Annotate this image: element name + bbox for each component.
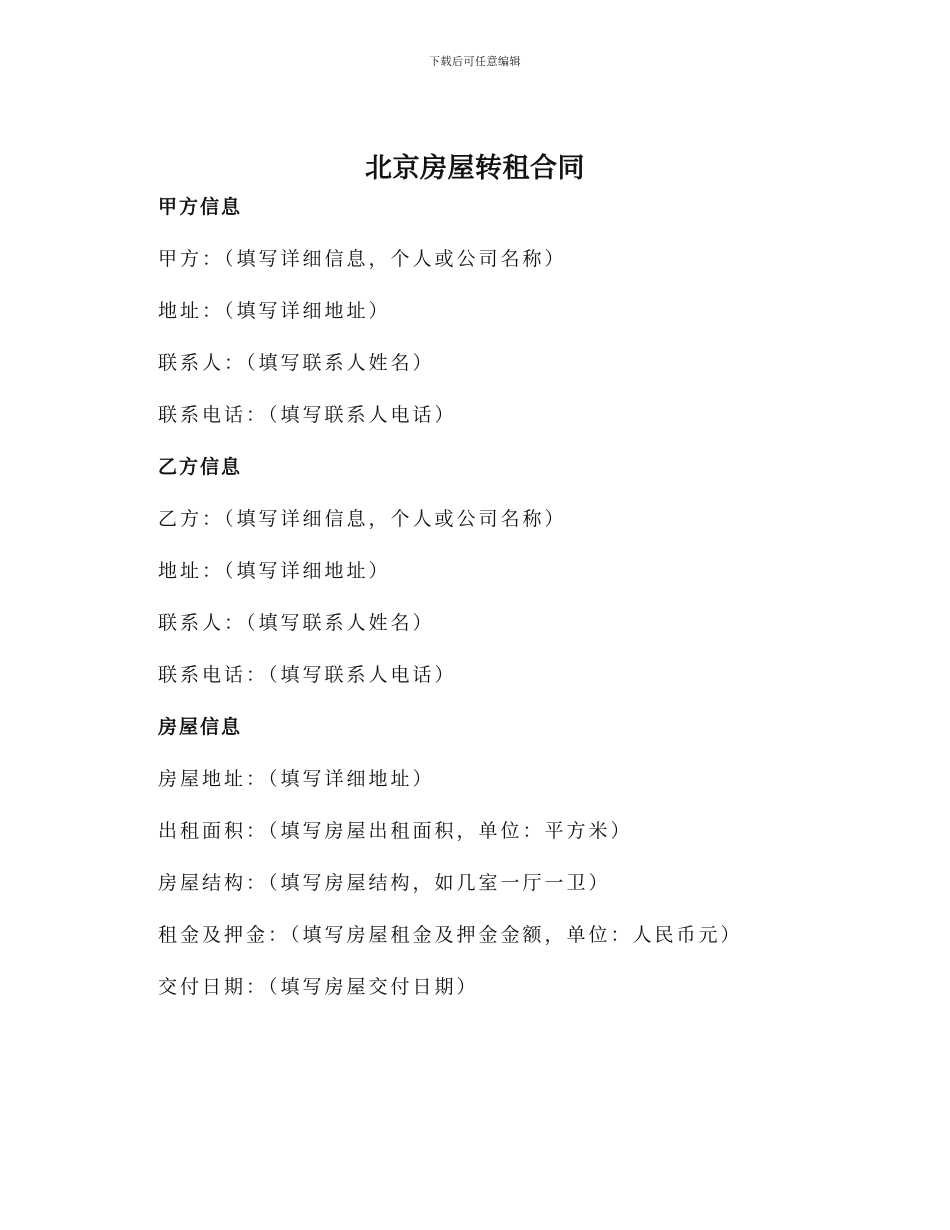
field-property-rent-deposit: 租金及押金：（填写房屋租金及押金金额，单位：人民币元） — [158, 924, 743, 946]
section-heading-party-a: 甲方信息 — [158, 196, 243, 218]
section-property — [158, 711, 858, 1023]
section-heading-party-b: 乙方信息 — [158, 456, 243, 478]
field-party-b-address: 地址：（填写详细地址） — [158, 560, 391, 582]
field-party-a-name: 甲方：（填写详细信息，个人或公司名称） — [158, 248, 567, 270]
document-title: 北京房屋转租合同 — [365, 153, 585, 184]
field-property-area: 出租面积：（填写房屋出租面积，单位：平方米） — [158, 820, 633, 842]
field-party-b-phone: 联系电话：（填写联系人电话） — [158, 664, 457, 686]
section-heading-property: 房屋信息 — [158, 716, 243, 738]
field-party-a-phone: 联系电话：（填写联系人电话） — [158, 404, 457, 426]
document-body — [158, 191, 858, 1023]
field-party-a-contact: 联系人：（填写联系人姓名） — [158, 352, 435, 374]
section-party-a — [158, 191, 858, 451]
field-party-b-name: 乙方：（填写详细信息，个人或公司名称） — [158, 508, 567, 530]
field-party-a-address: 地址：（填写详细地址） — [158, 300, 391, 322]
field-property-delivery-date: 交付日期：（填写房屋交付日期） — [158, 976, 479, 998]
header-note: 下载后可任意编辑 — [429, 55, 521, 68]
field-party-b-contact: 联系人：（填写联系人姓名） — [158, 612, 435, 634]
field-property-structure: 房屋结构：（填写房屋结构，如几室一厅一卫） — [158, 872, 611, 894]
field-property-address: 房屋地址：（填写详细地址） — [158, 768, 435, 790]
section-party-b — [158, 451, 858, 711]
